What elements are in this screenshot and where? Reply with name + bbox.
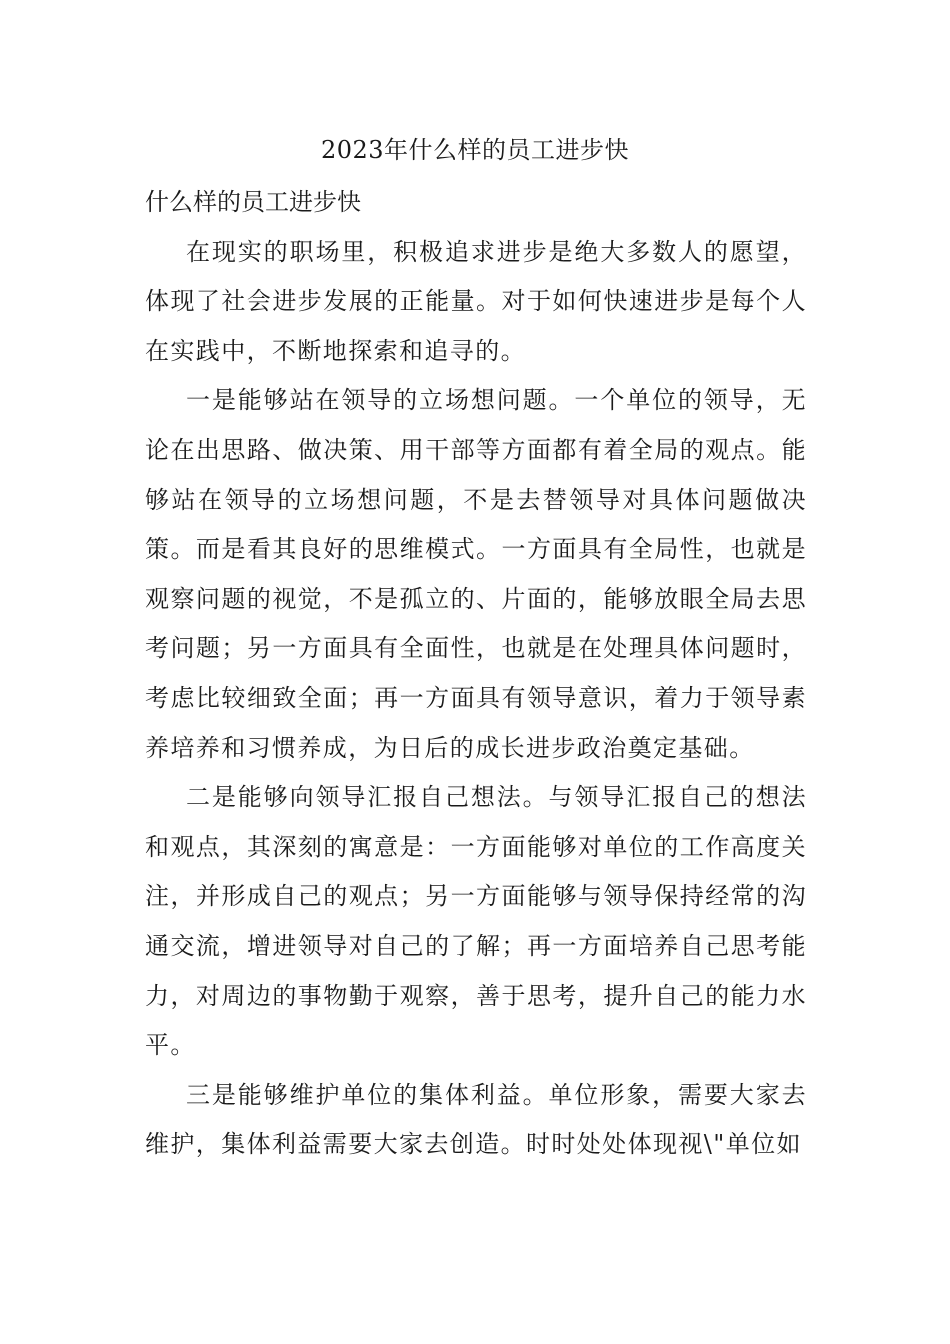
paragraph-point-three: 三是能够维护单位的集体利益。单位形象，需要大家去维护，集体利益需要大家去创造。时时处处体现视\"单位如	[145, 1080, 807, 1159]
document-title: 2023年什么样的员工进步快	[320, 136, 630, 164]
document-subtitle: 什么样的员工进步快	[145, 188, 361, 216]
paragraph-point-two: 二是能够向领导汇报自己想法。与领导汇报自己的想法和观点，其深刻的寓意是：一方面能够对单位的工作高度关注，并形成自己的观点；另一方面能够与领导保持经常的沟通交流，增进领导对自己的了解；再一方面培养自己思考能力，对周边的事物勤于观察，善于思考，提升自己的能力水平。	[145, 783, 807, 1060]
paragraph-point-one: 一是能够站在领导的立场想问题。一个单位的领导，无论在出思路、做决策、用干部等方面都有着全局的观点。能够站在领导的立场想问题，不是去替领导对具体问题做决策。而是看其良好的思维模式。一方面具有全局性，也就是观察问题的视觉，不是孤立的、片面的，能够放眼全局去思考问题；另一方面具有全面性，也就是在处理具体问题时，考虑比较细致全面；再一方面具有领导意识，着力于领导素养培养和习惯养成，为日后的成长进步政治奠定基础。	[145, 386, 807, 762]
document-body	[145, 178, 807, 1170]
paragraph-intro: 在现实的职场里，积极追求进步是绝大多数人的愿望，体现了社会进步发展的正能量。对于如何快速进步是每个人在实践中，不断地探索和追寻的。	[145, 237, 807, 365]
